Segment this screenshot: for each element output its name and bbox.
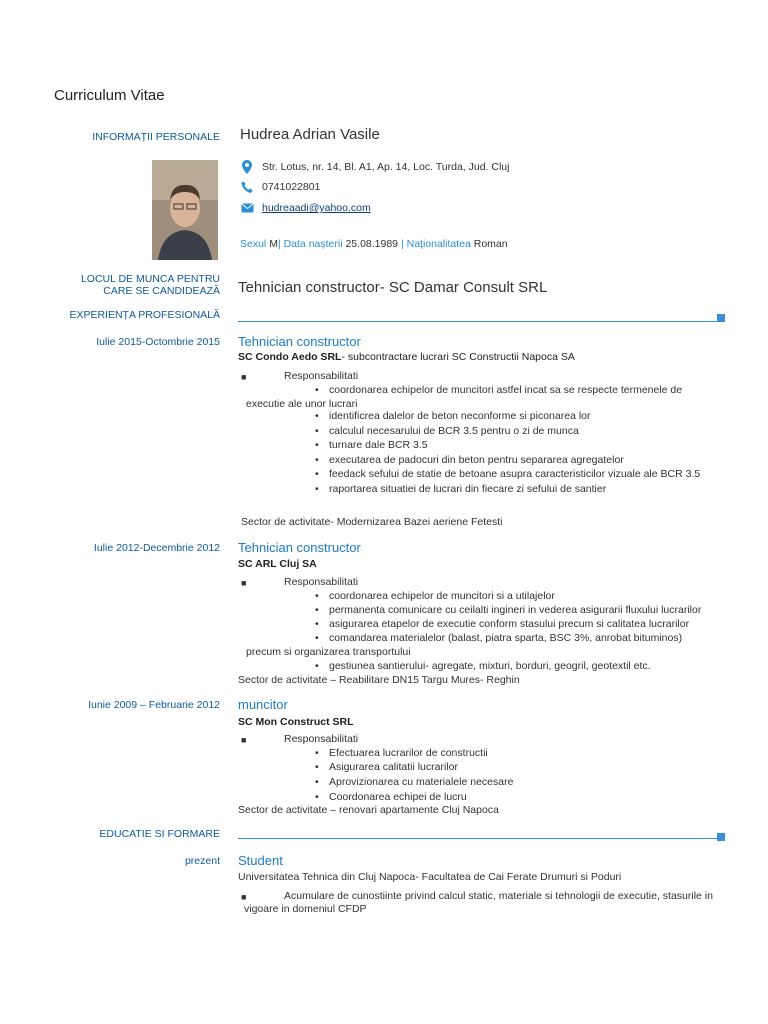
list-item: • Efectuarea lucrarilor de constructii: [329, 747, 488, 759]
list-item: • Coordonarea echipei de lucru: [329, 791, 467, 803]
responsibilities-label: Responsabilitati: [284, 370, 359, 382]
list-item: • identificrea dalelor de beton neconforme si piconarea lor: [329, 410, 591, 422]
square-bullet: ■: [241, 892, 247, 902]
company-detail: - subcontractare lucrari SC Constructii Napoca SA: [341, 351, 575, 363]
education-detail-continuation: vigoare in domeniul CFDP: [244, 903, 367, 915]
entry-sector: Sector de activitate – Reabilitare DN15 Targu Mures- Reghin: [238, 674, 520, 686]
section-marker: [717, 314, 725, 322]
phone-icon: [240, 180, 254, 194]
entry-company: [238, 558, 317, 570]
list-item: • coordonarea echipelor de muncitori astfel incat sa se respecte termenele de: [329, 384, 682, 396]
square-bullet: ■: [241, 578, 247, 588]
list-item: • coordonarea echipelor de muncitori si a utilajelor: [329, 590, 555, 602]
company-name: SC Mon Construct SRL: [238, 716, 354, 728]
entry-role: muncitor: [238, 697, 288, 712]
section-divider: [238, 838, 718, 839]
document-title: Curriculum Vitae: [54, 87, 165, 104]
list-item: • asigurarea etapelor de executie conform stasului precum si calitatea lucrarilor: [329, 618, 689, 630]
entry-company: [238, 716, 354, 728]
list-item: • permanenta comunicare cu ceilalti ingineri in vederea asigurarii fluxului lucrarilor: [329, 604, 701, 616]
phone-text: 0741022801: [262, 181, 321, 193]
list-item: • calculul necesarului de BCR 3.5 pentru o zi de munca: [329, 425, 579, 437]
responsibilities-label: Responsabilitati: [284, 733, 359, 745]
company-name: SC ARL Cluj SA: [238, 558, 317, 570]
sex-label: Sexul: [240, 238, 267, 250]
list-item-continuation: precum si organizarea transportului: [246, 646, 411, 658]
entry-company: [238, 351, 575, 363]
company-name: SC Condo Aedo SRL: [238, 351, 342, 363]
list-item: • gestiunea santierului- agregate, mixturi, borduri, geogril, geotextil etc.: [329, 660, 651, 672]
email-link[interactable]: hudreaadi@yahoo.com: [262, 202, 371, 214]
entry-sector: Sector de activitate – renovari apartamente Cluj Napoca: [238, 804, 499, 816]
personal-details-row: [240, 238, 508, 250]
candidate-name: Hudrea Adrian Vasile: [240, 126, 380, 143]
list-item: • executarea de padocuri din beton pentru separarea agregatelor: [329, 454, 624, 466]
list-item: • feedack sefului de statie de betoane asupra caracteristicilor vizuale ale BCR 3.5: [329, 468, 700, 480]
address-row: [240, 160, 509, 174]
responsibilities-label: Responsabilitati: [284, 576, 359, 588]
square-bullet: ■: [241, 372, 247, 382]
separator: |: [400, 238, 404, 250]
entry-dates: Iunie 2009 – Februarie 2012: [88, 699, 220, 711]
section-divider: [238, 321, 718, 322]
education-institution: Universitatea Tehnica din Cluj Napoca- Facultatea de Cai Ferate Drumuri si Poduri: [238, 871, 622, 883]
list-item: • Asigurarea calitatii lucrarilor: [329, 761, 458, 773]
address-text: Str. Lotus, nr. 14, Bl. A1, Ap. 14, Loc. Turda, Jud. Cluj: [262, 161, 510, 173]
entry-role: Tehnician constructor: [238, 334, 361, 349]
dob-label: Data nașterii: [283, 238, 343, 250]
label-line: LOCUL DE MUNCA PENTRU: [80, 273, 220, 285]
job-applied-value: Tehnician constructor- SC Damar Consult SRL: [238, 279, 548, 296]
section-label-education: EDUCATIE SI FORMARE: [99, 828, 220, 840]
profile-photo: [152, 160, 218, 260]
entry-role: Tehnician constructor: [238, 540, 361, 555]
phone-row: [240, 180, 320, 194]
square-bullet: ■: [241, 735, 247, 745]
list-item: • Aprovizionarea cu materialele necesare: [329, 776, 513, 788]
entry-sector: Sector de activitate- Modernizarea Bazei aeriene Fetesti: [241, 516, 503, 528]
education-role: Student: [238, 853, 283, 868]
sex-value: M: [269, 238, 278, 250]
entry-dates: Iulie 2012-Decembrie 2012: [93, 542, 220, 554]
list-item: • comandarea materialelor (balast, piatra sparta, BSC 3%, anrobat bituminos): [329, 632, 682, 644]
entry-dates: Iulie 2015-Octombrie 2015: [96, 336, 220, 348]
dob-value: 25.08.1989: [345, 238, 399, 250]
education-dates: prezent: [184, 855, 220, 867]
list-item: • turnare dale BCR 3.5: [329, 439, 428, 451]
nationality-value: Roman: [473, 238, 508, 250]
email-row: [240, 201, 371, 215]
location-pin-icon: [240, 160, 254, 174]
envelope-icon: [240, 201, 254, 215]
list-item-continuation: executie ale unor lucrari: [246, 398, 358, 410]
section-label-job-applied: [81, 273, 220, 297]
nationality-label: Naționalitatea: [406, 238, 471, 250]
section-label-personal-info: INFORMAȚII PERSONALE: [92, 131, 220, 143]
list-item: • raportarea situatiei de lucrari din fiecare zi sefului de santier: [329, 483, 606, 495]
section-label-experience: EXPERIENȚA PROFESIONALĂ: [69, 309, 220, 321]
separator: |: [277, 238, 281, 250]
label-line: CARE SE CANDIDEAZĂ: [103, 285, 220, 297]
education-detail: Acumulare de cunostiinte privind calcul static, materiale si tehnologii de executie, stasurile in: [284, 890, 713, 902]
section-marker: [717, 833, 725, 841]
